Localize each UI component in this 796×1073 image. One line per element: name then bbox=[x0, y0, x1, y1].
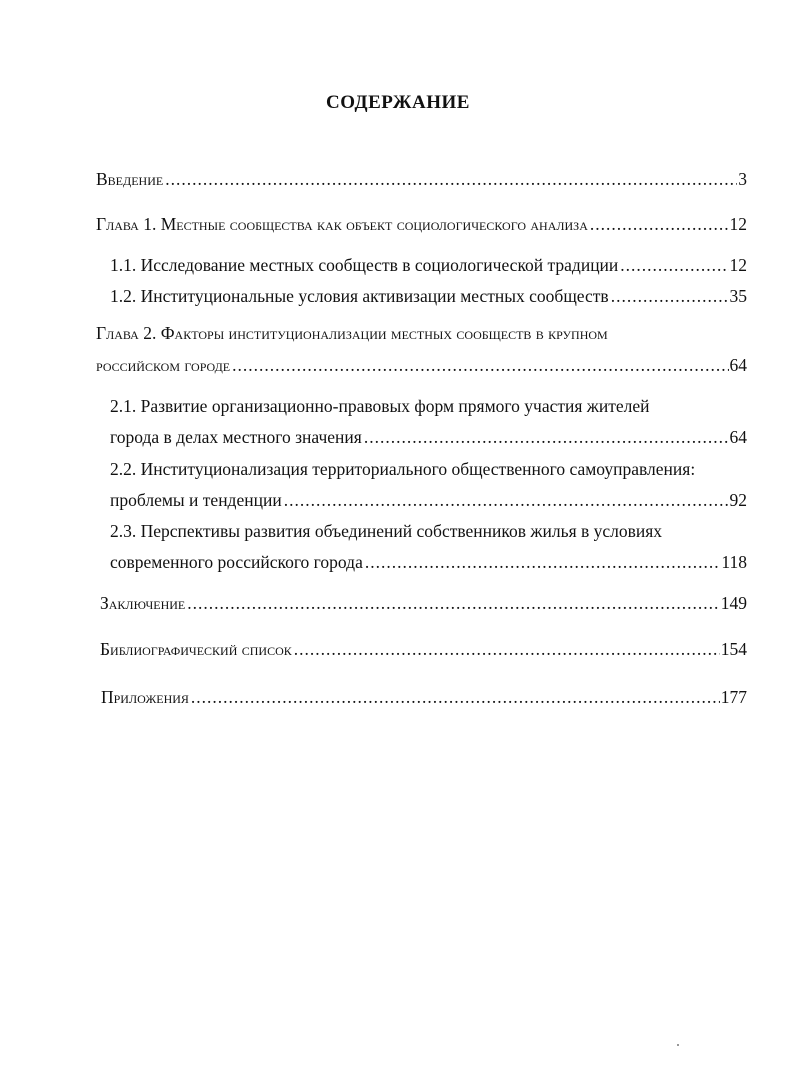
toc-entry-page: 92 bbox=[729, 490, 747, 510]
dot-leader bbox=[165, 168, 737, 190]
toc-entry-section-2-2-line1[interactable]: 2.2. Институционализация территориального общественного самоуправления: bbox=[110, 459, 696, 479]
toc-entry-conclusion[interactable] bbox=[100, 592, 747, 614]
toc-entry-label: Глава 1. Местные сообщества как объект социологического анализа bbox=[96, 214, 588, 234]
toc-entry-label: проблемы и тенденции bbox=[110, 490, 282, 510]
toc-entry-page: 12 bbox=[729, 214, 747, 234]
toc-entry-section-2-2[interactable] bbox=[110, 489, 747, 511]
toc-entry-label: Введение bbox=[96, 169, 164, 189]
toc-entry-section-2-3[interactable] bbox=[110, 551, 747, 573]
toc-entry-page: 3 bbox=[738, 169, 747, 189]
dot-leader bbox=[590, 213, 729, 235]
toc-entry-label: Заключение bbox=[100, 593, 186, 613]
toc-entry-label: 1.2. Институциональные условия активизации местных сообществ bbox=[110, 286, 609, 306]
toc-entry-chapter-2[interactable] bbox=[96, 354, 747, 376]
toc-entry-page: 64 bbox=[729, 355, 747, 375]
toc-entry-section-2-1-line1[interactable]: 2.1. Развитие организационно-правовых форм прямого участия жителей bbox=[110, 396, 650, 416]
dot-leader bbox=[364, 426, 729, 448]
toc-entry-page: 118 bbox=[721, 552, 747, 572]
toc-entry-label: Приложения bbox=[101, 687, 189, 707]
toc-entry-section-1-1[interactable] bbox=[110, 254, 747, 276]
toc-entry-label: российском городе bbox=[96, 355, 231, 375]
dot-leader bbox=[284, 489, 729, 511]
toc-entry-page: 149 bbox=[720, 593, 747, 613]
toc-entry-intro[interactable] bbox=[96, 168, 747, 190]
dot-leader bbox=[620, 254, 728, 276]
toc-entry-section-1-2[interactable] bbox=[110, 285, 747, 307]
toc-entry-label: Библиографический список bbox=[100, 639, 292, 659]
toc-entry-label: города в делах местного значения bbox=[110, 427, 362, 447]
toc-entry-section-2-3-line1[interactable]: 2.3. Перспективы развития объединений собственников жилья в условиях bbox=[110, 521, 663, 541]
toc-entry-page: 12 bbox=[729, 255, 747, 275]
scan-speck bbox=[677, 1044, 679, 1046]
toc-entry-section-2-1[interactable] bbox=[110, 426, 747, 448]
toc-entry-label: 1.1. Исследование местных сообществ в социологической традиции bbox=[110, 255, 619, 275]
dot-leader bbox=[365, 551, 721, 573]
toc-entry-appendix[interactable] bbox=[101, 686, 747, 708]
dot-leader bbox=[294, 638, 720, 660]
dot-leader bbox=[232, 354, 728, 376]
dot-leader bbox=[611, 285, 729, 307]
dot-leader bbox=[187, 592, 720, 614]
toc-entry-bibliography[interactable] bbox=[100, 638, 747, 660]
toc-entry-page: 177 bbox=[720, 687, 747, 707]
toc-entry-chapter-1[interactable] bbox=[96, 213, 747, 235]
toc-entry-page: 154 bbox=[720, 639, 747, 659]
toc-entry-page: 35 bbox=[729, 286, 747, 306]
dot-leader bbox=[191, 686, 720, 708]
toc-entry-label: современного российского города bbox=[110, 552, 363, 572]
toc-entry-page: 64 bbox=[729, 427, 747, 447]
page-title: СОДЕРЖАНИЕ bbox=[326, 92, 470, 113]
toc-entry-chapter-2-line1[interactable]: Глава 2. Факторы институционализации местных сообществ в крупном bbox=[96, 323, 608, 343]
